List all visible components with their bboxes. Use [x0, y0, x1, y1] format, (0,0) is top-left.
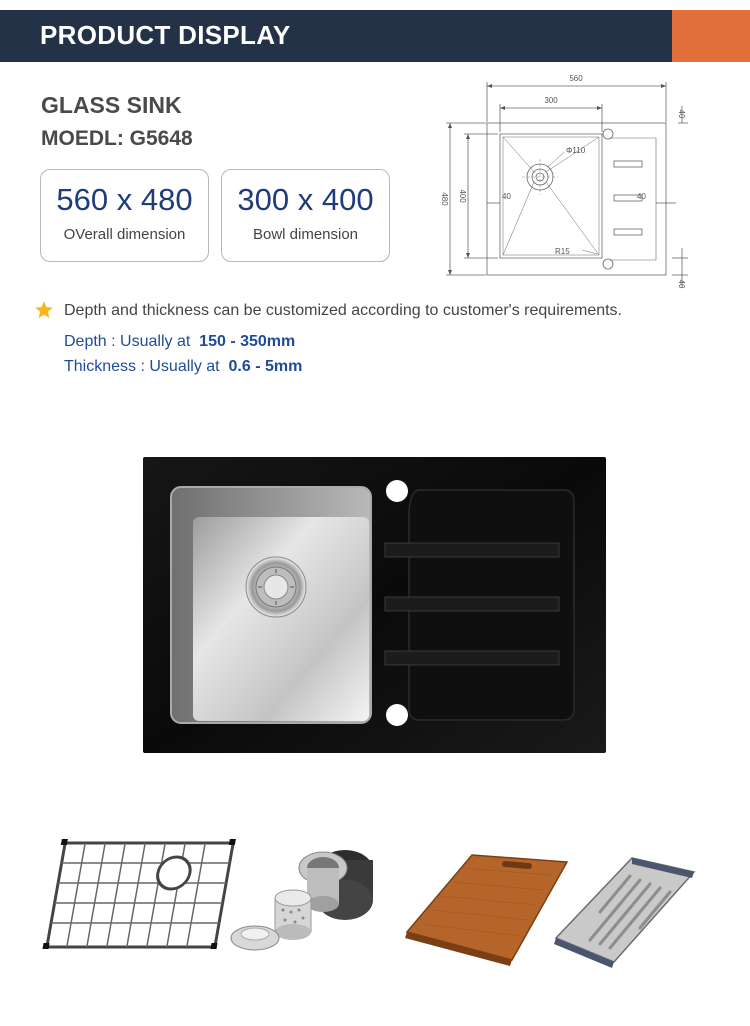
- overall-dimension-value: 560 x 480: [56, 182, 193, 217]
- cutting-board-icon: [402, 820, 572, 970]
- colander-basket-icon: [552, 820, 700, 970]
- depth-spec-value: 150 - 350mm: [199, 333, 296, 350]
- drawing-label-radius: R15: [555, 247, 570, 256]
- drawing-label-560: 560: [569, 74, 583, 83]
- depth-spec: [64, 333, 295, 351]
- bowl-dimension-value: 300 x 400: [237, 182, 374, 217]
- page-header: [0, 10, 750, 62]
- thickness-spec-label: Thickness : Usually at: [64, 358, 220, 375]
- glass-sink-photo: [143, 457, 606, 753]
- bowl-dimension-label: Bowl dimension: [252, 226, 359, 243]
- star-icon: [34, 300, 54, 320]
- product-name: GLASS SINK: [41, 92, 182, 118]
- drawing-label-300: 300: [544, 96, 558, 105]
- header-accent-block: [672, 10, 750, 62]
- product-model: MOEDL: G5648: [41, 127, 193, 150]
- drain-strainer-icon: [225, 820, 415, 970]
- drawing-label-drain: Φ110: [566, 146, 586, 155]
- drawing-label-right-40: 40: [637, 192, 646, 201]
- depth-spec-label: Depth : Usually at: [64, 333, 191, 350]
- overall-dimension-label: OVerall dimension: [63, 226, 186, 243]
- drawing-label-400: 400: [458, 189, 467, 203]
- drawing-label-left-40: 40: [502, 192, 511, 201]
- page-title: PRODUCT DISPLAY: [40, 20, 291, 50]
- sink-grid-icon: [40, 820, 240, 970]
- bowl-dimension-card: [221, 169, 390, 262]
- bowl-outline: [500, 134, 602, 258]
- thickness-spec-value: 0.6 - 5mm: [228, 358, 303, 375]
- drawing-label-bottom-40: 40: [677, 279, 686, 289]
- note-text: Depth and thickness can be customized according to customer's requirements.: [64, 302, 622, 319]
- overall-dimension-card: [40, 169, 209, 262]
- drawing-label-480: 480: [440, 192, 449, 206]
- drawing-label-top-40: 40: [677, 109, 686, 119]
- technical-drawing: [432, 68, 700, 296]
- thickness-spec: [64, 358, 302, 376]
